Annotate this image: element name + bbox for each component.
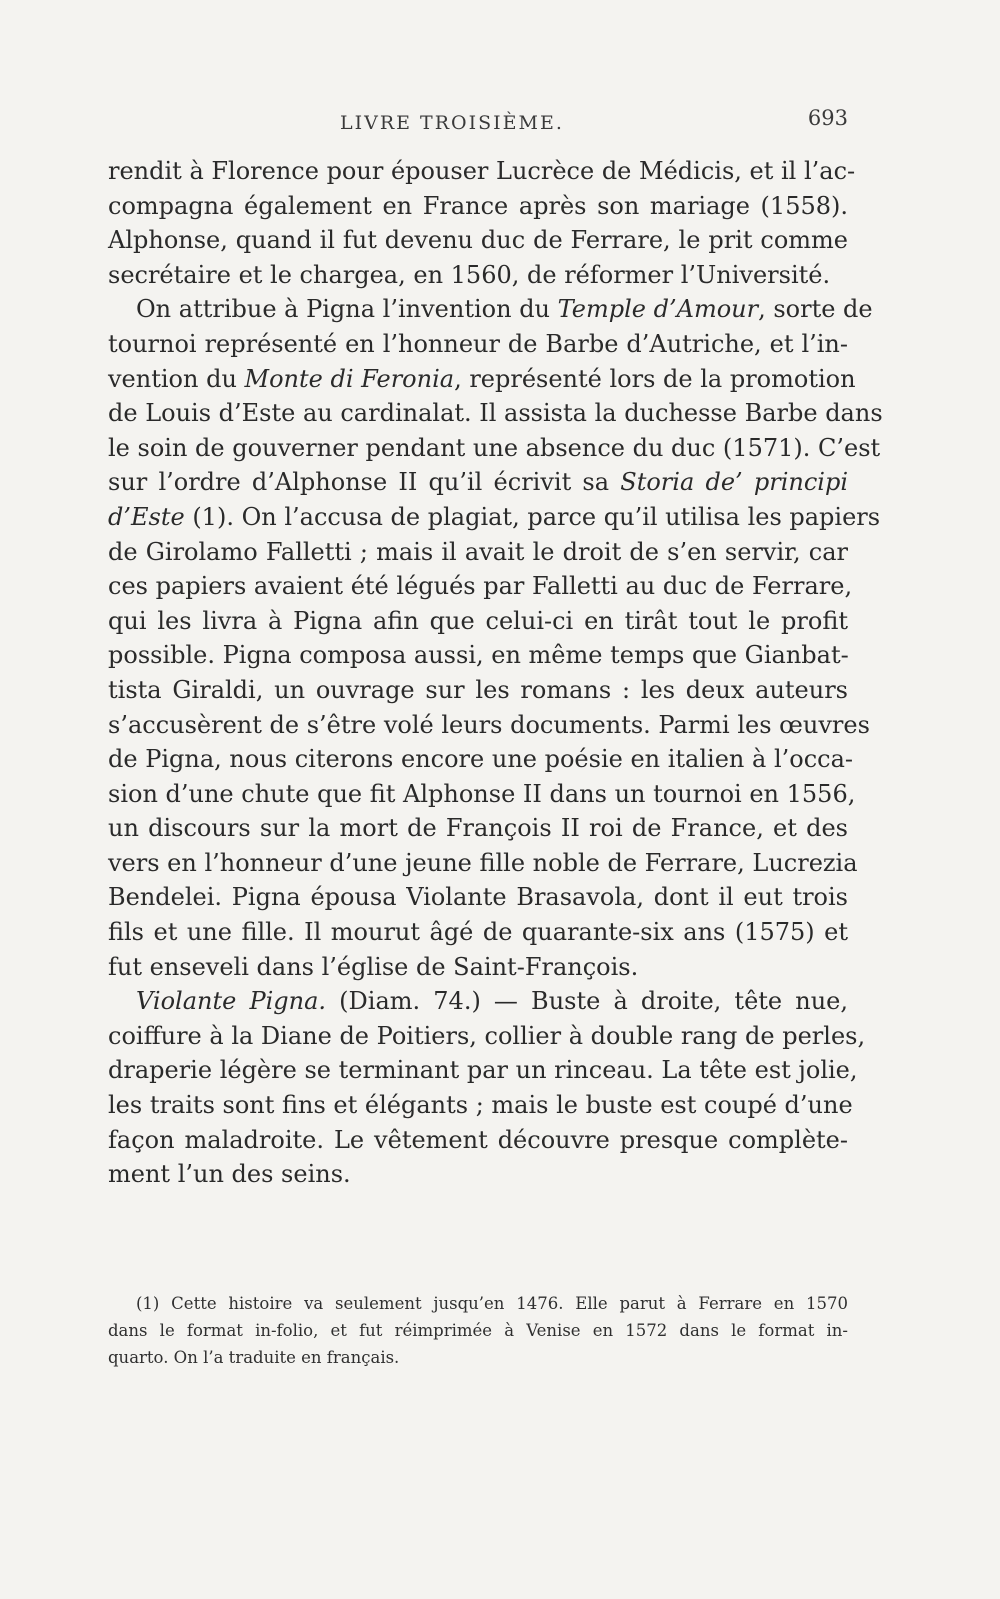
text-line: rendit à Florence pour épouser Lucrèce de Médicis, et il l’ac- [108,157,856,185]
text-line: façon maladroite. Le vêtement découvre presque complète- [108,1125,848,1154]
text-line: fils et une fille. Il mourut âgé de quarante-six ans (1575) et [108,918,848,947]
page-header [108,106,848,142]
page-number: 693 [807,106,848,130]
text-line: fut enseveli dans l’église de Saint-François. [108,952,639,981]
text-line: On attribue à Pigna l’invention du Temple d’Amour, sorte de [136,295,873,324]
text-line: d’Este (1). On l’accusa de plagiat, parce qu’il utilisa les papiers [108,502,881,531]
text-line: sion d’une chute que fit Alphonse II dans un tournoi en 1556, [108,779,856,808]
text-line: les traits sont fins et élégants ; mais le buste est coupé d’une [108,1091,853,1120]
italic-title: Storia de’ principi [620,468,848,497]
text-line: ces papiers avaient été légués par Falletti au duc de Ferrare, [108,572,853,601]
text-line: sur l’ordre d’Alphonse II qu’il écrivit sa Storia de’ principi [108,468,848,497]
text-line: de Louis d’Este au cardinalat. Il assista la duchesse Barbe dans [108,399,883,428]
text-line: ment l’un des seins. [108,1160,351,1189]
text-line: possible. Pigna composa aussi, en même temps que Gianbat- [108,641,849,670]
italic-title: Violante Pigna. [136,987,327,1016]
running-title: LIVRE TROISIÈME. [340,112,564,134]
body-text [108,154,883,1192]
text-line: tournoi représenté en l’honneur de Barbe d’Autriche, et l’in- [108,329,848,358]
footnote-line: dans le format in-folio, et fut réimprimée à Venise en 1572 dans le format in- [108,1321,848,1340]
text-line: un discours sur la mort de François II roi de France, et des [108,814,848,843]
footnotes [108,1290,848,1371]
text-line: vers en l’honneur d’une jeune fille noble de Ferrare, Lucrezia [108,848,858,877]
text-line: compagna également en France après son mariage (1558). [108,191,848,220]
footnote-line: quarto. On l’a traduite en français. [108,1348,400,1367]
text-line: Bendelei. Pigna épousa Violante Brasavola, dont il eut trois [108,883,848,912]
text-line: coiffure à la Diane de Poitiers, collier à double rang de perles, [108,1021,866,1050]
text-line: Alphonse, quand il fut devenu duc de Ferrare, le prit comme [108,226,848,255]
text-line: Violante Pigna. (Diam. 74.) — Buste à droite, tête nue, [136,987,849,1016]
text-line: s’accusèrent de s’être volé leurs documents. Parmi les œuvres [108,710,870,739]
italic-title: Monte di Feronia [244,364,455,393]
italic-title: Temple d’Amour [557,295,759,324]
text-line: tista Giraldi, un ouvrage sur les romans : les deux auteurs [108,675,848,704]
text-line: secrétaire et le chargea, en 1560, de réformer l’Université. [108,260,831,289]
text-line: qui les livra à Pigna afin que celui-ci en tirât tout le profit [108,606,848,635]
footnote-line: (1) Cette histoire va seulement jusqu’en 1476. Elle parut à Ferrare en 1570 [136,1294,848,1313]
text-line: draperie légère se terminant par un rinceau. La tête est jolie, [108,1056,858,1085]
text-line: vention du Monte di Feronia, représenté lors de la promotion [108,364,856,393]
italic-title: d’Este [108,502,185,531]
text-line: le soin de gouverner pendant une absence du duc (1571). C’est [108,433,881,462]
text-line: de Girolamo Falletti ; mais il avait le droit de s’en servir, car [108,537,848,566]
text-line: de Pigna, nous citerons encore une poésie en italien à l’occa- [108,745,853,774]
